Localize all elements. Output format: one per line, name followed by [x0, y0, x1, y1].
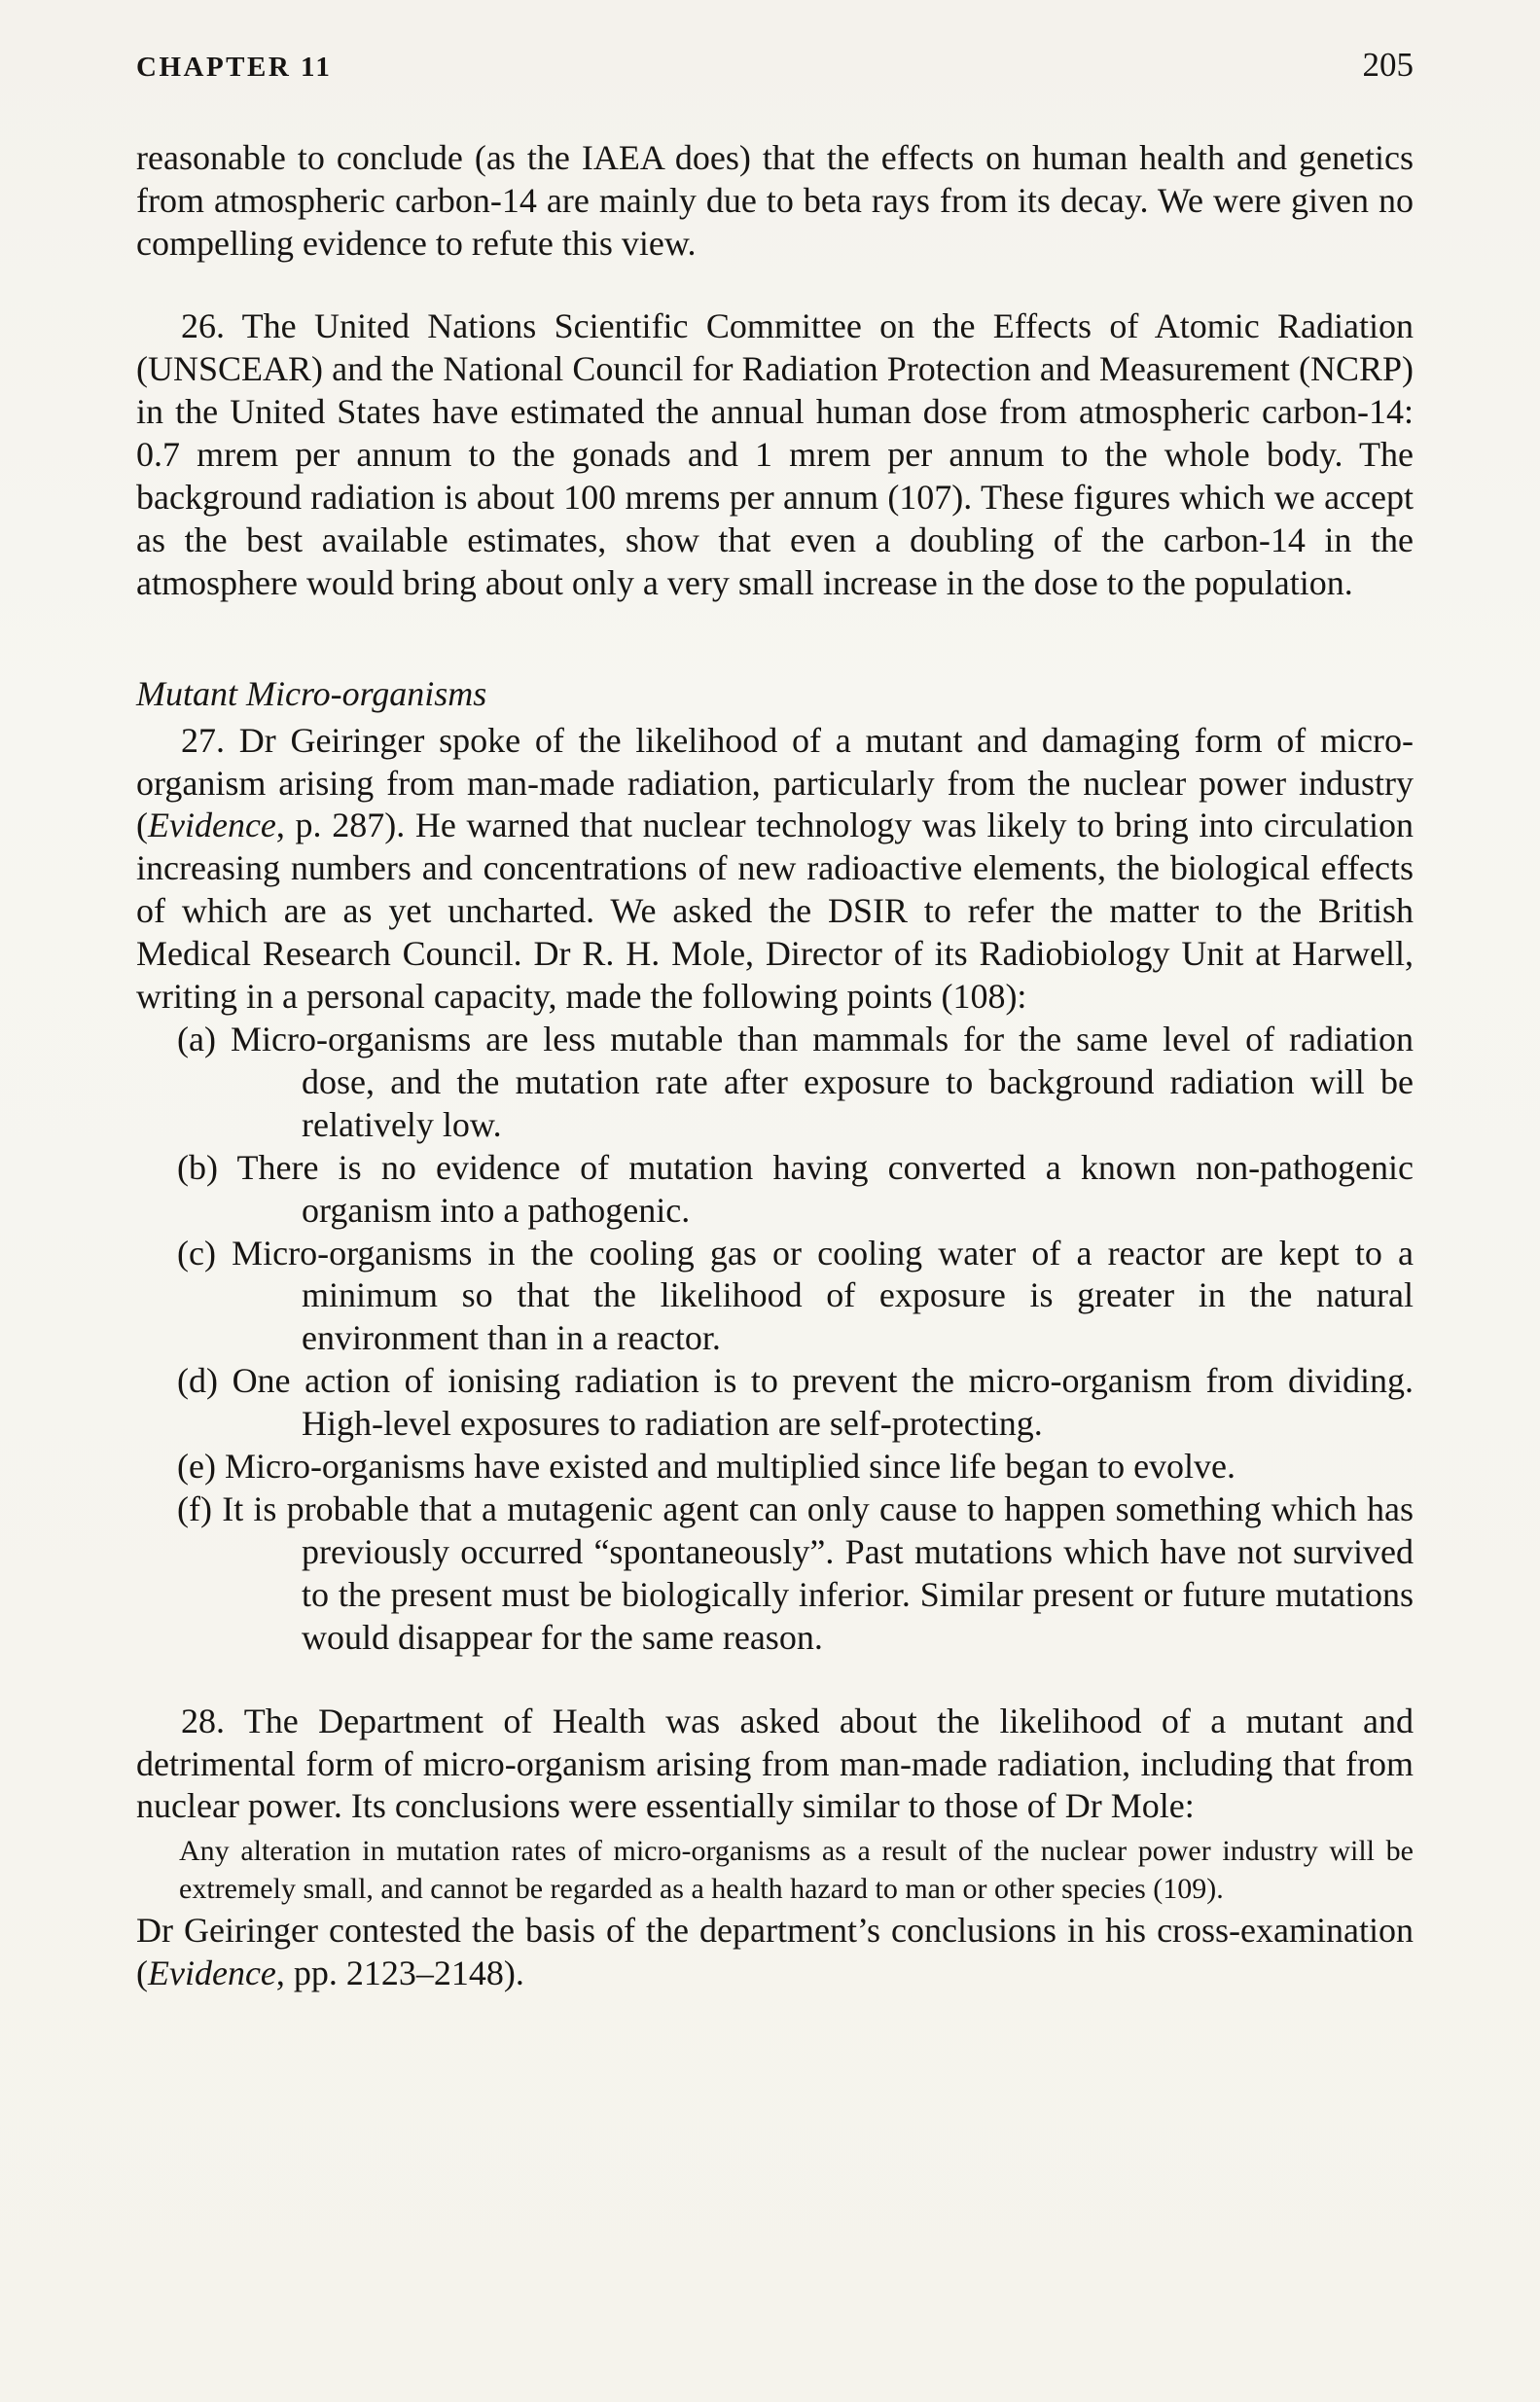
list-item-b-text: There is no evidence of mutation having converted a known non-pathogenic organism into a pathogenic. — [236, 1147, 1414, 1230]
section-heading: Mutant Micro-organisms — [136, 673, 487, 713]
paragraph-26: 26. The United Nations Scientific Committee on the Effects of Atomic Radiation (UNSCEAR) and the National Council for Radiation Protection and Measurement (NCRP) in the United States have estimated the annual human dose from atmospheric carbon-14: 0.7 mrem per annum to the gonads and 1 mrem per annum to the whole body. The background radiation is about 100 mrems per annum (107). These figures which we accept as the best available estimates, show that even a doubling of the carbon-14 in the atmosphere would bring about only a very small increase in the dose to the population. — [136, 306, 1414, 602]
list-item-e-label: (e) — [177, 1447, 216, 1487]
running-header — [136, 45, 1414, 87]
quotation-block: Any alteration in mutation rates of micro-organisms as a result of the nuclear power industry will be extremely small, and cannot be regarded as a health hazard to man or other species (109). — [179, 1835, 1414, 1906]
list-item-b — [136, 1147, 1414, 1233]
list-item-f — [136, 1488, 1414, 1660]
paragraph-27 — [136, 720, 1414, 1019]
paragraph-closing — [136, 1910, 1414, 1995]
closing-text-before: Dr Geiringer contested the basis of the department’s conclusions in his cross-examination ( — [136, 1911, 1414, 1993]
page-number: 205 — [1362, 46, 1414, 84]
list-item-d-text: One action of ionising radiation is to prevent the micro-organism from dividing. High-level exposures to radiation are self-protecting. — [232, 1361, 1415, 1444]
list-item-b-label: (b) — [177, 1147, 218, 1187]
paragraph-28: 28. The Department of Health was asked about the likelihood of a mutant and detrimental form of micro-organism arising from man-made radiation, including that from nuclear power. Its conclusions were essentially similar to those of Dr Mole: — [136, 1701, 1414, 1826]
list-item-d — [136, 1360, 1414, 1446]
list-item-a — [136, 1019, 1414, 1147]
paragraph-continuation: reasonable to conclude (as the IAEA does) that the effects on human health and genetics from atmospheric carbon-14 are mainly due to beta rays from its decay. We were given no compelling evidence to refute this view. — [136, 137, 1414, 263]
list-item-a-label: (a) — [177, 1020, 216, 1058]
list-item-e — [136, 1446, 1414, 1488]
closing-text-after: , pp. 2123–2148). — [275, 1954, 524, 1993]
list-item-d-label: (d) — [177, 1361, 218, 1401]
list-item-e-text: Micro-organisms have existed and multiplied since life began to evolve. — [224, 1447, 1236, 1487]
list-item-f-text: It is probable that a mutagenic agent can only cause to happen something which has previously occurred “spontaneously”. Past mutations which have not survived to the present must be biologically inferior. Similar present or future mutations would disappear for the same reason. — [222, 1488, 1415, 1657]
paragraph-27-text-after: , p. 287). He warned that nuclear technology was likely to bring into circulation increasing numbers and concentrations of new radioactive elements, the biological effects of which are as yet uncharted. We asked the DSIR to refer the matter to the British Medical Research Council. Dr R. H. Mole, Director of its Radiobiology Unit at Harwell, writing in a personal capacity, made the following points (108): — [136, 806, 1414, 1017]
evidence-citation: Evidence — [148, 806, 276, 845]
list-item-c-label: (c) — [177, 1233, 216, 1273]
list-item-c-text: Micro-organisms in the cooling gas or cooling water of a reactor are kept to a minimum so that the likelihood of exposure is greater in the natural environment than in a reactor. — [232, 1233, 1414, 1358]
list-item-f-label: (f) — [177, 1488, 212, 1528]
paragraph-27-text-before: 27. Dr Geiringer spoke of the likelihood of a mutant and damaging form of micro-organism arising from man-made radiation, particularly from the nuclear power industry ( — [136, 720, 1414, 845]
points-list — [136, 1019, 1414, 1660]
chapter-label: CHAPTER 11 — [136, 52, 333, 83]
list-item-a-text: Micro-organisms are less mutable than mammals for the same level of radiation dose, and the mutation rate after exposure to background radiation will be relatively low. — [230, 1020, 1415, 1144]
evidence-citation-closing: Evidence — [148, 1954, 276, 1993]
list-item-c — [136, 1233, 1414, 1361]
